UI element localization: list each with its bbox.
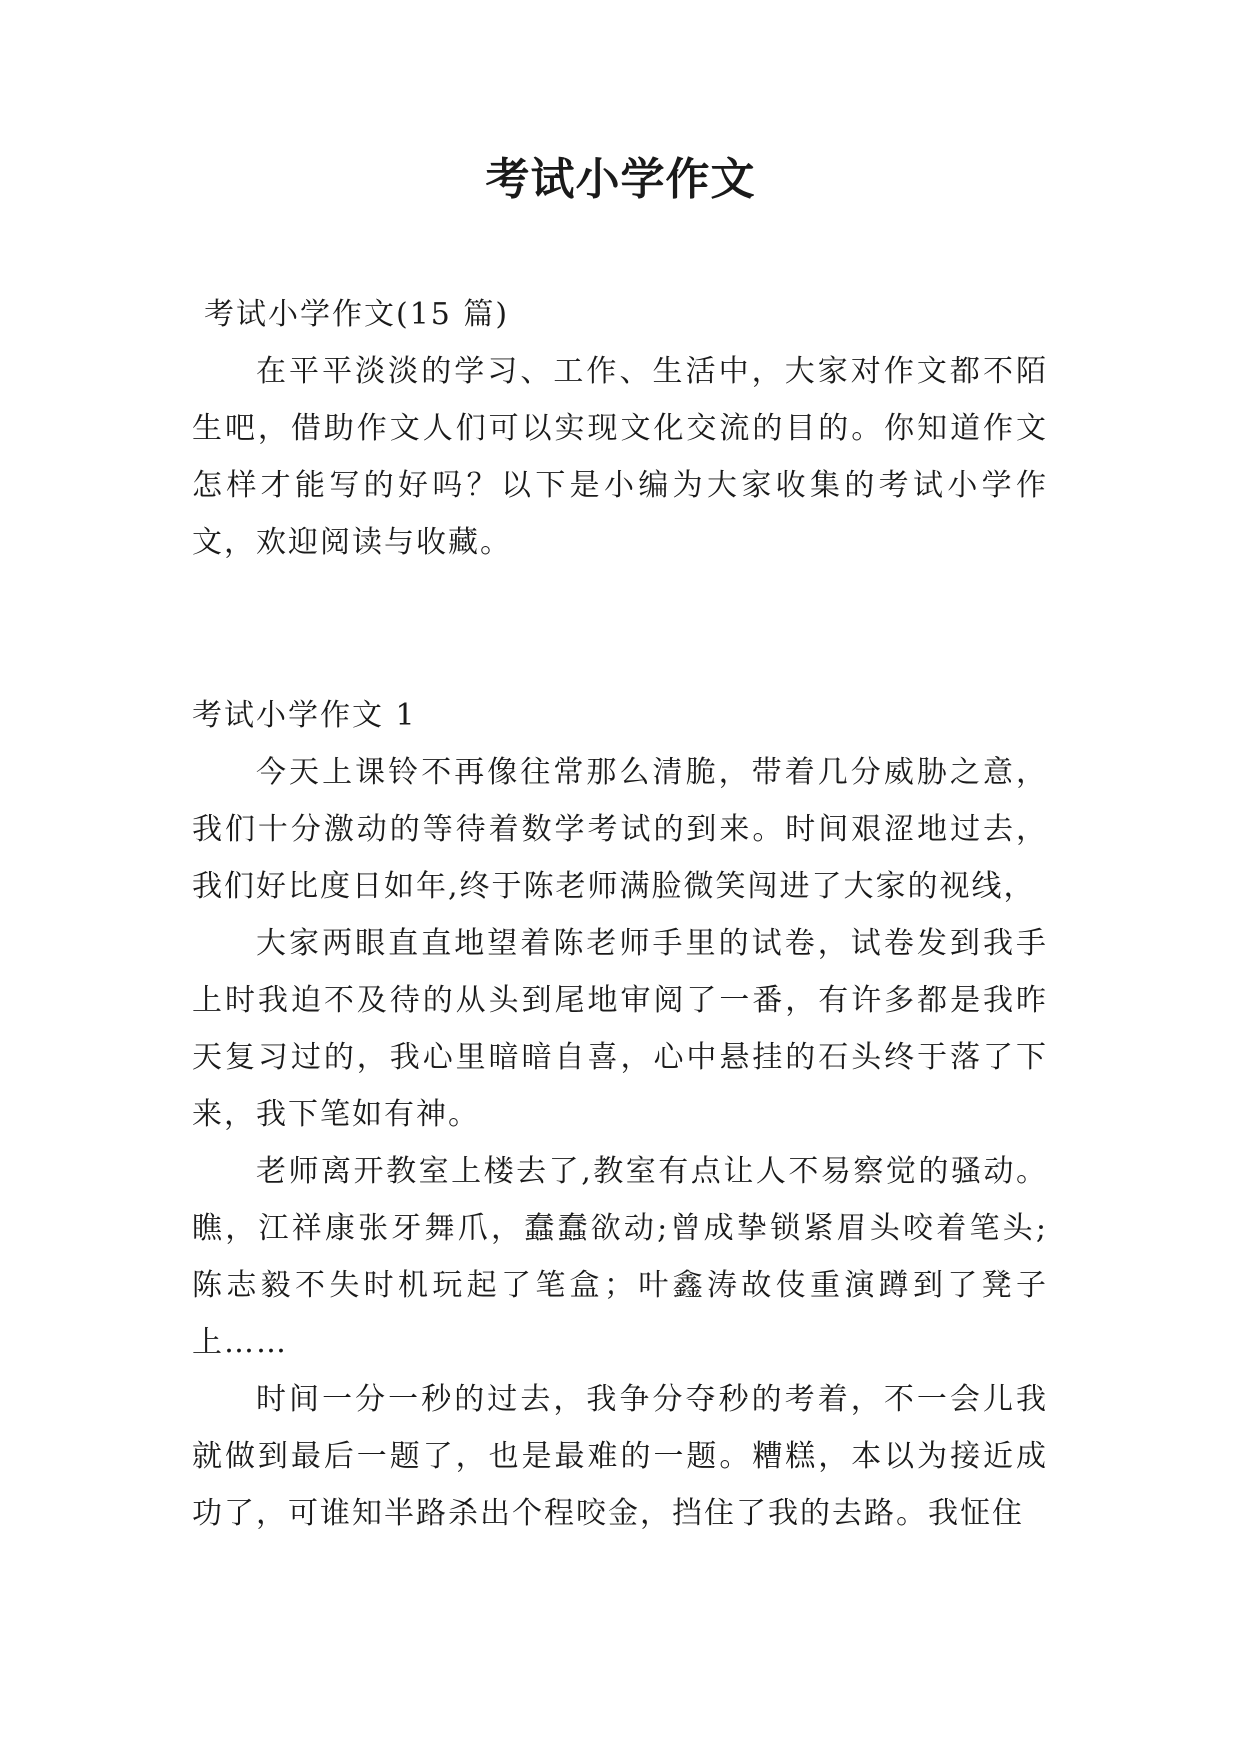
intro-paragraph: 在平平淡淡的学习、工作、生活中，大家对作文都不陌生吧，借助作文人们可以实现文化交流的目的。你知道作文怎样才能写的好吗？以下是小编为大家收集的考试小学作文，欢迎阅读与收藏。 xyxy=(192,354,1048,560)
body-paragraph-3: 老师离开教室上楼去了,教室有点让人不易察觉的骚动。瞧，江祥康张牙舞爪，蠢蠢欲动;曾成挚锁紧眉头咬着笔头;陈志毅不失时机玩起了笔盒；叶鑫涛故伎重演蹲到了凳子上…… xyxy=(192,1154,1048,1360)
section-heading: 考试小学作文 1 xyxy=(192,698,417,733)
body-paragraph-2: 大家两眼直直地望着陈老师手里的试卷，试卷发到我手上时我迫不及待的从头到尾地审阅了一番，有许多都是我昨天复习过的，我心里暗暗自喜，心中悬挂的石头终于落了下来，我下笔如有神。 xyxy=(192,926,1048,1132)
body-paragraph-4: 时间一分一秒的过去，我争分夺秒的考着，不一会儿我就做到最后一题了，也是最难的一题。糟糕，本以为接近成功了，可谁知半路杀出个程咬金，挡住了我的去路。我怔住 xyxy=(192,1382,1048,1531)
body-paragraph-1: 今天上课铃不再像往常那么清脆，带着几分威胁之意，我们十分激动的等待着数学考试的到来。时间艰涩地过去，我们好比度日如年,终于陈老师满脸微笑闯进了大家的视线， xyxy=(192,755,1048,904)
document-title: 考试小学作文 xyxy=(485,154,756,205)
document-body xyxy=(192,286,1048,1542)
document-subtitle: 考试小学作文(15 篇) xyxy=(204,297,510,332)
